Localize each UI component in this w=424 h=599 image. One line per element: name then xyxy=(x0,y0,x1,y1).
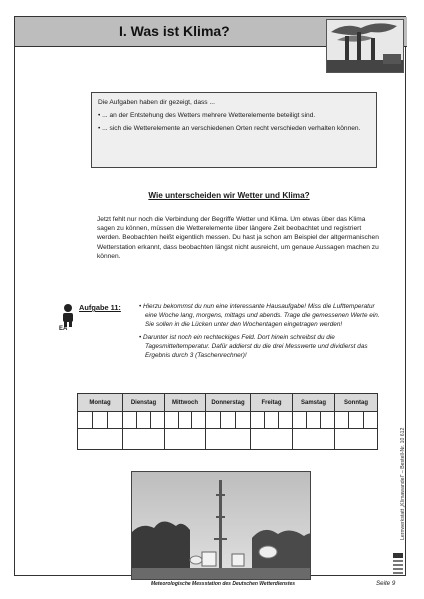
average-cell-saturday[interactable] xyxy=(293,429,335,450)
publisher-side-text: Lernwerkstatt „Klimawandel“ – Bestell-Nr. 10 612 xyxy=(400,427,406,540)
average-cell-wednesday[interactable] xyxy=(165,429,206,450)
day-header-thursday: Donnerstag xyxy=(206,394,251,412)
task-instructions xyxy=(139,303,383,366)
summary-intro: Die Aufgaben haben dir gezeigt, dass ... xyxy=(98,99,215,106)
page-title: I. Was ist Klima? xyxy=(119,23,230,39)
measurement-row xyxy=(78,412,378,429)
page-number: Seite 9 xyxy=(376,580,396,587)
average-cell-friday[interactable] xyxy=(251,429,293,450)
summary-bullet-1: • ... an der Entstehung des Wetters mehrere Wetterelemente beteiligt sind. xyxy=(98,112,316,119)
average-cell-tuesday[interactable] xyxy=(123,429,165,450)
average-cell-sunday[interactable] xyxy=(335,429,378,450)
measurement-cells-friday[interactable] xyxy=(251,412,293,429)
average-cell-thursday[interactable] xyxy=(206,429,251,450)
measurement-cells-monday[interactable] xyxy=(78,412,123,429)
measurement-cells-saturday[interactable] xyxy=(293,412,335,429)
body-paragraph: Jetzt fehlt nur noch die Verbindung der Begriffe Wetter und Klima. Um etwas über das Klima sagen zu können, müssen die Wetterelemente über längere Zeit beobachtet und registriert werden. Beobachten heißt eigentlich messen. Du hast ja schon am Beispiel der altgermanischen Wetterstation erkannt, dass beobachten längst nicht ausreicht, um genaue Aussagen machen zu können. xyxy=(97,216,379,260)
day-header-friday: Freitag xyxy=(251,394,293,412)
day-header-wednesday: Mittwoch xyxy=(165,394,206,412)
summary-box xyxy=(91,92,377,168)
day-header-monday: Montag xyxy=(78,394,123,412)
measurement-cells-thursday[interactable] xyxy=(206,412,251,429)
measurement-cells-wednesday[interactable] xyxy=(165,412,206,429)
measurement-cells-sunday[interactable] xyxy=(335,412,378,429)
average-cell-monday[interactable] xyxy=(78,429,123,450)
task-bullet-2: • Darunter ist noch ein rechteckiges Feld. Dort hinein schreibst du die Tagesmitteltemperatur. Dafür addierst du die drei Messwerte und dividierst das Ergebnis durch 3 (Taschenrechner)! xyxy=(139,334,368,359)
industrial-chimneys-photo xyxy=(326,19,404,73)
day-header-saturday: Samstag xyxy=(293,394,335,412)
publisher-logo-icon xyxy=(391,551,405,583)
photo-caption: Meteorologische Messstation des Deutschen Wetterdienstes xyxy=(150,581,296,587)
day-header-tuesday: Dienstag xyxy=(123,394,165,412)
temperature-table xyxy=(77,393,378,450)
weather-station-photo xyxy=(131,471,311,580)
measurement-cells-tuesday[interactable] xyxy=(123,412,165,429)
daily-average-row xyxy=(78,429,378,450)
day-header-sunday: Sonntag xyxy=(335,394,378,412)
work-mode-label: EA xyxy=(59,326,68,332)
summary-bullet-2: • ... sich die Wetterelemente an verschiedenen Orten recht verschieden verhalten können. xyxy=(98,125,361,132)
table-header-row xyxy=(78,394,378,412)
task-bullet-1: • Hierzu bekommst du nun eine interessante Hausaufgabe! Miss die Lufttemperatur eine Woche lang, morgens, mittags und abends. Trage die gemessenen Werte ein. Sie sollen in die Lücken unter den Wochentagen eingetragen werden! xyxy=(139,303,380,328)
task-label: Aufgabe 11: xyxy=(79,303,121,312)
section-title: Wie unterscheiden wir Wetter und Klima? xyxy=(148,191,310,200)
